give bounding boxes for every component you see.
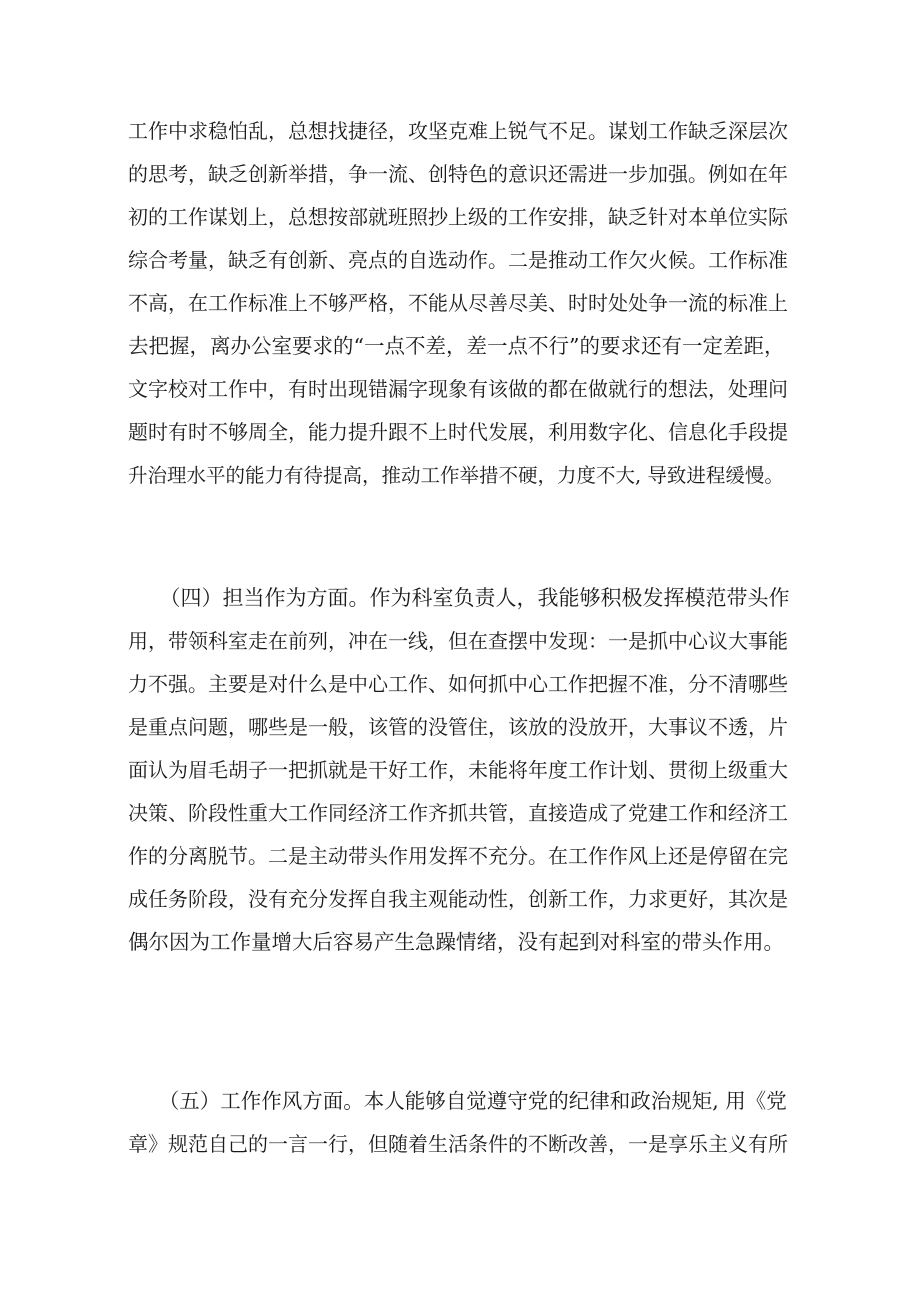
text-line: 作的分离脱节。二是主动带头作用发挥不充分。在工作作风上还是停留在完 xyxy=(128,844,788,868)
text-line: 偶尔因为工作量增大后容易产生急躁情绪，没有起到对科室的带头作用。 xyxy=(128,930,784,954)
text-line: 不高，在工作标准上不够严格，不能从尽善尽美、时时处处争一流的标准上 xyxy=(128,291,788,315)
text-line: 决策、阶段性重大工作同经济工作齐抓共管，直接造成了党建工作和经济工 xyxy=(128,801,788,825)
text-line: 章》规范自己的一言一行，但随着生活条件的不断改善，一是享乐主义有所 xyxy=(128,1132,788,1156)
paragraph-section-four xyxy=(128,577,798,964)
text-line: 初的工作谋划上，总想按部就班照抄上级的工作安排，缺乏针对本单位实际 xyxy=(128,205,788,229)
text-line: 用，带领科室走在前列，冲在一线，但在查摆中发现：一是抓中心议大事能 xyxy=(128,629,788,653)
text-line: 力不强。主要是对什么是中心工作、如何抓中心工作把握不准，分不清哪些 xyxy=(128,672,788,696)
text-line: 工作中求稳怕乱，总想找捷径，攻坚克难上锐气不足。谋划工作缺乏深层次 xyxy=(128,119,788,143)
paragraph-section-five xyxy=(128,1080,798,1166)
text-line: 文字校对工作中，有时出现错漏字现象有该做的都在做就行的想法，处理问 xyxy=(128,377,788,401)
text-line: 综合考量，缺乏有创新、亮点的自选动作。二是推动工作欠火候。工作标准 xyxy=(128,248,788,272)
text-line: 题时有时不够周全，能力提升跟不上时代发展，利用数字化、信息化手段提 xyxy=(128,420,788,444)
text-line: （四）担当作为方面。作为科室负责人，我能够积极发挥模范带头作 xyxy=(128,586,790,610)
text-line: （五）工作作风方面。本人能够自觉遵守党的纪律和政治规矩, 用《党 xyxy=(128,1089,787,1113)
paragraph-continuation xyxy=(128,110,798,497)
text-line: 面认为眉毛胡子一把抓就是干好工作，未能将年度工作计划、贯彻上级重大 xyxy=(128,758,788,782)
text-line: 成任务阶段，没有充分发挥自我主观能动性，创新工作，力求更好，其次是 xyxy=(128,887,788,911)
text-line: 去把握，离办公室要求的“一点不差，差一点不行”的要求还有一定差距， xyxy=(128,334,785,358)
text-line: 是重点问题，哪些是一般，该管的没管住，该放的没放开，大事议不透，片 xyxy=(128,715,788,739)
text-line: 的思考，缺乏创新举措，争一流、创特色的意识还需进一步加强。例如在年 xyxy=(128,162,788,186)
text-line: 升治理水平的能力有待提高，推动工作举措不硬，力度不大, 导致进程缓慢。 xyxy=(128,464,784,487)
